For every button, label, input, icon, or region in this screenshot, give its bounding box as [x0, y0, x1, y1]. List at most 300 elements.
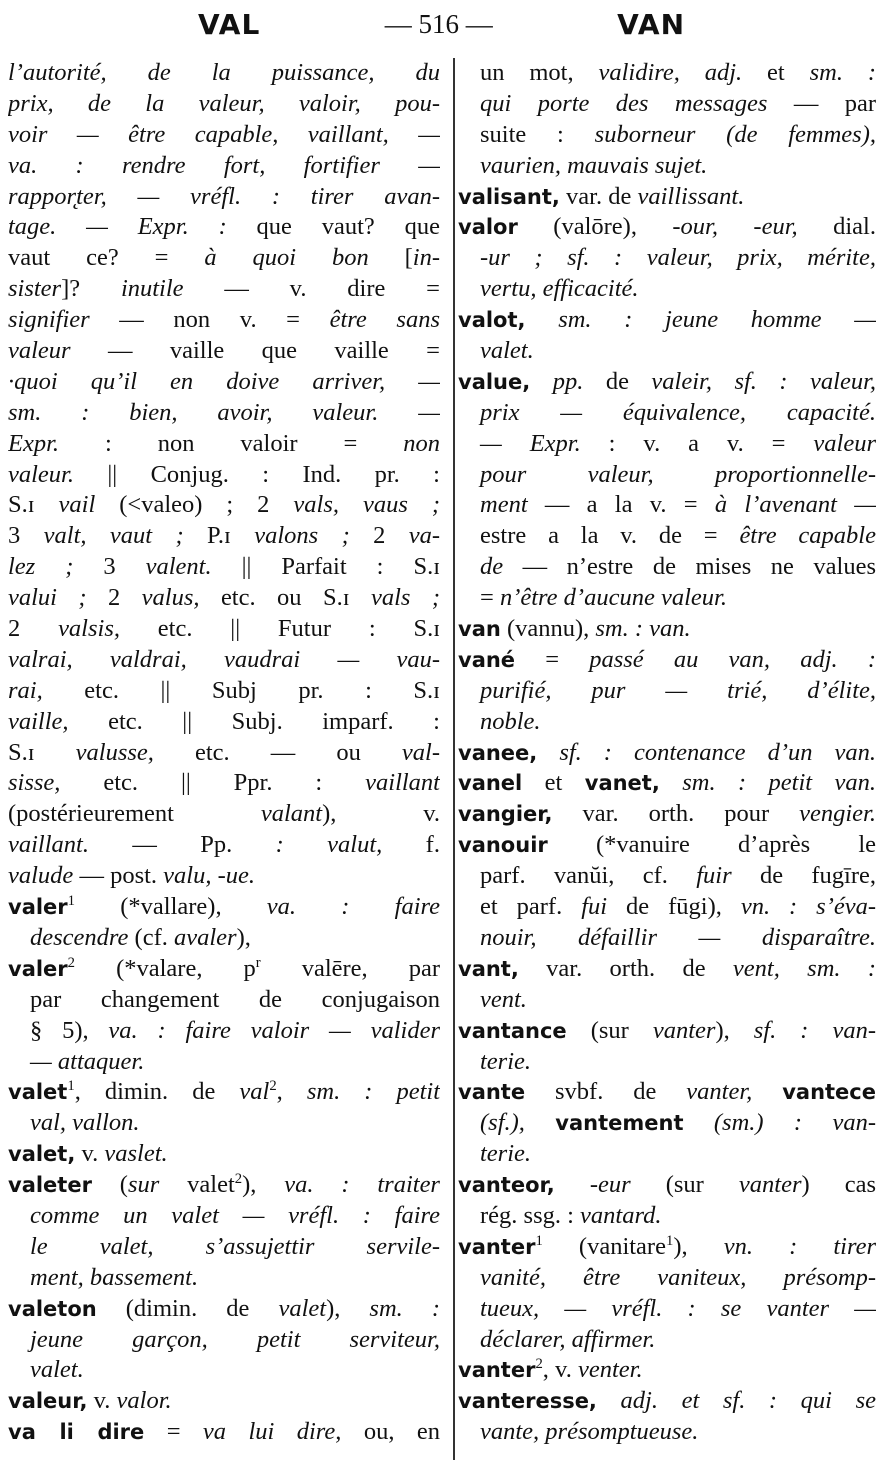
homonym-number: 2 — [269, 1078, 277, 1095]
text-run: = — [144, 1418, 203, 1446]
text-line — [8, 1016, 440, 1047]
text-run: et — [742, 59, 810, 86]
entry-headword: valet — [8, 1080, 68, 1105]
text-run: nouir, défaillir — disparaître. — [480, 923, 876, 951]
text-run — [597, 1387, 621, 1414]
text-run: val — [239, 1078, 270, 1106]
text-line — [8, 120, 440, 151]
text-line — [8, 954, 440, 985]
entry-headword: vantece — [782, 1080, 876, 1105]
text-run: vanter — [652, 1016, 716, 1044]
text-run: , dimin. de — [74, 1078, 240, 1106]
entry-headword: vané — [458, 647, 516, 672]
text-run: vals, vaus ; — [293, 491, 440, 519]
text-run: descendre — [30, 923, 129, 951]
text-run: vent, sm. : — [732, 954, 876, 982]
right-guide-word: VAN — [617, 7, 685, 41]
text-line — [8, 738, 440, 769]
entry-headword: valer — [8, 895, 68, 920]
text-run: pour valeur, proportionnelle- — [480, 460, 876, 488]
text-run: (*valare, p — [75, 954, 256, 982]
entry-headword: vanter — [458, 1358, 536, 1383]
text-run: sm. : petit — [306, 1078, 440, 1106]
text-line — [8, 336, 440, 367]
text-run: v. — [87, 1387, 117, 1415]
text-line — [8, 151, 440, 182]
text-run: val- — [401, 738, 440, 766]
text-run: vaurien, mauvais sujet. — [480, 151, 708, 179]
text-run: v. — [75, 1140, 105, 1168]
text-run: et parf. — [480, 893, 582, 921]
text-line — [458, 336, 876, 367]
text-run: sf. : contenance d’un van. — [559, 738, 876, 766]
text-run: etc. || Subj pr. : S.ɪ — [42, 676, 440, 704]
entry-headword: valet, — [8, 1142, 76, 1167]
text-run: va lui dire, — [202, 1418, 342, 1446]
text-run: ), — [242, 1171, 285, 1199]
entry-headword: vanouir — [458, 833, 548, 858]
text-line — [458, 521, 876, 552]
entry-headword: valisant, — [458, 184, 560, 209]
text-run: de fūgi), — [607, 893, 741, 921]
text-run: va- — [408, 522, 440, 550]
text-line — [8, 768, 440, 799]
text-run: (sf.), — [480, 1109, 525, 1137]
text-run: val, vallon. — [30, 1109, 140, 1137]
text-run: ), — [715, 1016, 754, 1044]
text-line — [8, 305, 440, 336]
text-run: || Parfait : S.ɪ — [211, 553, 440, 581]
homonym-number: 1 — [665, 1232, 674, 1249]
text-line — [458, 1016, 876, 1047]
text-run: sisse, — [8, 769, 61, 797]
text-line — [8, 1108, 440, 1139]
text-run: avaler — [174, 923, 237, 951]
entry-headword: valer — [8, 956, 68, 981]
text-run: svbf. de — [525, 1078, 687, 1106]
text-run: var. orth. de — [518, 954, 733, 982]
text-run: : non valoir = — [59, 429, 404, 457]
homonym-number: 2 — [535, 1356, 543, 1373]
text-run: sf. : van- — [753, 1016, 876, 1044]
text-run: lez ; — [8, 553, 74, 581]
text-run: va. : faire — [266, 893, 440, 921]
entry-headword: vanet, — [584, 771, 660, 796]
text-run: va. : traiter — [284, 1171, 440, 1199]
text-line — [458, 614, 876, 645]
text-run: in- — [412, 244, 440, 272]
text-line — [8, 645, 440, 676]
text-run: , v. — [542, 1356, 578, 1384]
text-line — [458, 1047, 876, 1078]
text-run: inutile — [120, 275, 184, 303]
text-run — [526, 306, 559, 333]
text-line — [458, 892, 876, 923]
text-line — [8, 985, 440, 1016]
homonym-number: 1 — [67, 1078, 75, 1095]
text-line — [8, 1417, 440, 1448]
entry-headword: vantement — [555, 1111, 684, 1136]
text-run: validire, adj. — [598, 59, 743, 86]
text-line — [458, 1108, 876, 1139]
text-run: fuir — [696, 862, 732, 890]
text-line — [8, 1386, 440, 1417]
text-line — [458, 182, 876, 213]
text-run: noble. — [480, 707, 541, 735]
text-run: -eur — [589, 1171, 631, 1199]
text-run: (sur — [630, 1171, 739, 1199]
text-line — [458, 367, 876, 398]
homonym-number: 1 — [67, 892, 76, 909]
text-run: valrai, valdrai, vaudrai — vau- — [8, 645, 440, 673]
text-run: à quoi bon — [204, 244, 405, 272]
text-run: le valet, s’assujettir servile- — [30, 1232, 440, 1260]
text-run — [530, 368, 552, 395]
text-run: valeur — [8, 337, 71, 365]
text-run: vaille, — [8, 707, 69, 735]
text-run: valet — [278, 1294, 327, 1322]
entry-headword: va li dire — [8, 1420, 145, 1445]
text-run: etc. — ou — [153, 738, 402, 766]
text-run: vals ; — [370, 584, 440, 612]
text-line — [8, 1355, 440, 1386]
text-line — [8, 182, 440, 213]
text-run: prix, de la valeur, valoir, pou- — [8, 89, 440, 117]
text-line — [458, 583, 876, 614]
text-line — [8, 1047, 440, 1078]
entry-headword: vant, — [458, 956, 519, 981]
text-line — [458, 707, 876, 738]
text-run: parf. vanŭi, cf. — [480, 862, 697, 890]
text-run: etc. ou S.ɪ — [199, 584, 371, 612]
text-line — [8, 923, 440, 954]
text-run: (*vallare), — [75, 893, 267, 921]
text-line — [458, 58, 876, 89]
text-run: = — [480, 584, 500, 612]
text-run: , — [276, 1078, 307, 1106]
text-run: — post. — [73, 862, 164, 890]
text-line — [8, 552, 440, 583]
text-line — [458, 923, 876, 954]
text-run: ]? — [61, 275, 121, 303]
text-run: sm. : jeune homme — — [558, 306, 876, 334]
text-run: S.ɪ — [8, 738, 76, 766]
text-run: voir — être capable, vaillant, — — [8, 120, 440, 148]
text-run: = — [515, 645, 590, 673]
text-run: f. — [382, 831, 440, 859]
text-run: (vanitare — [542, 1232, 666, 1260]
text-line — [458, 398, 876, 429]
text-run: valusse, — [75, 738, 154, 766]
text-run: valu, -ue. — [163, 862, 255, 890]
text-run: signifier — [8, 306, 90, 334]
text-run: etc. || Subj. imparf. : — [68, 707, 440, 735]
text-line — [458, 1294, 876, 1325]
text-run: Expr. — [8, 429, 60, 457]
text-run: etc. || Ppr. : — [60, 769, 366, 797]
entry-headword: valeton — [8, 1296, 97, 1321]
text-run: estre a la v. de = — [480, 522, 740, 550]
text-line — [458, 243, 876, 274]
text-run: ment, bassement. — [30, 1263, 199, 1291]
homonym-number: 1 — [535, 1232, 543, 1249]
text-run: va. : faire valoir — valider — [108, 1016, 440, 1044]
text-run: vent. — [480, 985, 527, 1013]
text-run — [752, 1078, 782, 1105]
text-line — [458, 954, 876, 985]
entry-headword: vanteor, — [458, 1173, 555, 1198]
text-line — [8, 460, 440, 491]
text-run: sister — [8, 275, 62, 303]
text-line — [458, 1139, 876, 1170]
text-run: valus, — [141, 584, 200, 612]
text-line — [8, 1139, 440, 1170]
text-run: valant — [260, 800, 323, 828]
text-run: 2 — [8, 615, 59, 643]
text-line — [458, 1201, 876, 1232]
text-run: vante, présomptueuse. — [480, 1418, 699, 1446]
text-run — [525, 1109, 555, 1136]
text-run: — non v. = — [89, 306, 330, 334]
text-run: (sm.) : van- — [713, 1109, 876, 1137]
text-line — [458, 305, 876, 336]
text-run: de — [583, 367, 652, 395]
text-run: sm. : — [369, 1294, 440, 1322]
text-line — [458, 738, 876, 769]
text-line — [8, 676, 440, 707]
text-line — [458, 1232, 876, 1263]
text-line — [8, 614, 440, 645]
text-line — [458, 1170, 876, 1201]
text-run: P.ɪ — [183, 522, 255, 550]
text-run: ou, en — [341, 1418, 440, 1446]
text-line — [458, 768, 876, 799]
text-line — [458, 1417, 876, 1448]
text-run: être capable — [739, 522, 876, 550]
text-run: prix — équivalence, capacité. — [480, 398, 876, 426]
text-run: vanter — [738, 1171, 802, 1199]
text-run: vaslet. — [104, 1140, 168, 1168]
column-divider — [453, 58, 455, 1460]
text-run — [537, 739, 559, 766]
text-run: (vannu), — [500, 615, 596, 643]
text-run: — Pp. — [88, 831, 276, 859]
text-run: (dimin. de — [96, 1294, 279, 1322]
text-line — [8, 89, 440, 120]
text-run: être sans — [329, 306, 440, 334]
entry-headword: vanter — [458, 1234, 536, 1259]
text-run: n’être d’aucune valeur. — [499, 584, 727, 612]
text-run: par changement de conjugaison — [30, 985, 440, 1013]
text-run: valsis, — [58, 615, 120, 643]
text-run: (valōre), — [517, 213, 673, 241]
text-run: valeir, sf. : valeur, — [651, 367, 876, 395]
text-run: vn. : tirer — [723, 1232, 876, 1260]
text-run: [ — [404, 244, 413, 272]
text-run: qui porte des messages — [480, 89, 768, 117]
text-run: vanter, — [686, 1078, 753, 1106]
text-line — [8, 1294, 440, 1325]
text-run: non — [403, 429, 440, 457]
text-line — [458, 151, 876, 182]
text-run: adj. et sf. : qui se — [620, 1387, 876, 1415]
text-run: sm. : petit van. — [682, 769, 876, 797]
text-line — [458, 460, 876, 491]
entry-headword: vanteresse, — [458, 1389, 597, 1414]
text-run: rég. ssg. : — [480, 1201, 581, 1229]
text-run: ), — [326, 1294, 370, 1322]
text-line — [8, 1201, 440, 1232]
right-column — [458, 58, 876, 1448]
text-run: sm. : van. — [595, 615, 691, 643]
text-run: déclarer, affirmer. — [480, 1325, 656, 1353]
text-line — [458, 1077, 876, 1108]
text-line — [458, 1386, 876, 1417]
text-run: pp. — [552, 367, 584, 395]
text-run — [555, 1171, 590, 1198]
text-run: vaut ce? = — [8, 244, 205, 272]
text-run: vaillant. — [8, 831, 89, 859]
text-run — [660, 769, 682, 796]
entry-headword: valor — [458, 215, 518, 240]
text-run: ), — [673, 1232, 724, 1260]
text-line — [458, 490, 876, 521]
text-run: ment — [480, 491, 528, 519]
text-run: jeune garçon, petit serviteur, — [30, 1325, 440, 1353]
text-run: valons ; — [254, 522, 350, 550]
page-number: — 516 — — [384, 8, 493, 39]
text-run: -our, -eur, — [672, 213, 798, 241]
text-line — [8, 490, 440, 521]
text-run: — par — [767, 89, 876, 117]
text-run: — Expr. — [480, 429, 581, 457]
text-run: va. : rendre fort, fortifier — — [8, 151, 440, 179]
text-line — [8, 243, 440, 274]
text-run: — attaquer. — [30, 1047, 145, 1075]
text-run: tage. — Expr. : — [8, 213, 257, 241]
text-line — [458, 429, 876, 460]
text-run: terie. — [480, 1140, 532, 1168]
text-line — [458, 676, 876, 707]
text-run: vanité, être vaniteux, présomp- — [480, 1263, 876, 1291]
text-run: vail — [58, 491, 96, 519]
text-run: || Conjug. : Ind. pr. : — [74, 460, 440, 488]
text-run: valui ; — [8, 584, 87, 612]
text-run: suite : — [480, 120, 595, 148]
text-run: 3 — [8, 522, 44, 550]
text-run: § 5), — [30, 1016, 109, 1044]
text-run: — n’estre de mises ne values — [503, 553, 876, 581]
text-line — [458, 89, 876, 120]
text-run: sur — [127, 1171, 160, 1199]
entry-headword: vantance — [458, 1018, 567, 1043]
text-line — [458, 1355, 876, 1386]
text-run: vengier. — [799, 800, 876, 828]
text-run: (*vanuire d’après le — [547, 831, 876, 859]
text-line — [458, 830, 876, 861]
homonym-number: 2 — [234, 1170, 243, 1187]
text-line — [8, 429, 440, 460]
text-run: sm. : — [809, 59, 876, 86]
text-run: vaillissant. — [637, 182, 745, 210]
text-run: vaillant — [365, 769, 440, 797]
text-line — [8, 367, 440, 398]
text-run: valent. — [145, 553, 212, 581]
text-run: : valut, — [275, 831, 383, 859]
text-line — [458, 1325, 876, 1356]
text-run: rai, — [8, 676, 43, 704]
text-line — [8, 212, 440, 243]
text-run: ), v. — [322, 800, 440, 828]
text-run: valeur — [813, 429, 876, 457]
text-run: valēre, par — [260, 954, 440, 982]
entry-headword: vanee, — [458, 740, 538, 765]
text-run: — a la v. = — [527, 491, 715, 519]
text-run: de — [480, 553, 504, 581]
text-run: à l’avenant — — [714, 491, 876, 519]
text-run: valt, vaut ; — [43, 522, 184, 550]
text-run: l’autorité, de la puissance, du — [8, 59, 440, 86]
text-run: valude — [8, 862, 74, 890]
entry-headword: vante — [458, 1080, 526, 1105]
text-line — [458, 799, 876, 830]
text-run: de fugīre, — [731, 862, 876, 890]
text-line — [8, 521, 440, 552]
entry-headword: value, — [458, 369, 531, 394]
text-line — [8, 1325, 440, 1356]
text-line — [8, 830, 440, 861]
text-run: valeur. — [8, 460, 74, 488]
text-run: ) cas — [801, 1171, 876, 1199]
homonym-number: r — [255, 954, 261, 971]
entry-headword: van — [458, 617, 501, 642]
text-run: dial. — [797, 213, 876, 241]
text-line — [458, 274, 876, 305]
text-line — [458, 1263, 876, 1294]
text-run: — vaille que vaille = — [70, 337, 440, 365]
text-line — [8, 1263, 440, 1294]
text-line — [8, 583, 440, 614]
text-line — [458, 552, 876, 583]
text-line — [8, 892, 440, 923]
entry-headword: valot, — [458, 308, 526, 333]
left-column — [8, 58, 440, 1448]
text-run: fui — [581, 893, 608, 921]
text-run: ( — [91, 1171, 128, 1199]
text-line — [458, 985, 876, 1016]
text-run: var. de — [559, 182, 638, 210]
text-run: (sur — [566, 1016, 653, 1044]
left-guide-word: VAL — [198, 7, 261, 41]
text-line — [8, 1170, 440, 1201]
text-run: 3 — [73, 553, 146, 581]
text-run: rappor̨ter, — vréfl. : tirer avan- — [8, 182, 440, 210]
text-run: passé au van, adj. : — [589, 645, 876, 673]
entry-headword: valeter — [8, 1173, 92, 1198]
text-line — [458, 645, 876, 676]
text-run: (cf. — [128, 923, 174, 951]
text-line — [8, 707, 440, 738]
text-line — [8, 861, 440, 892]
running-header — [0, 0, 885, 48]
text-run: comme un valet — vréfl. : faire — [30, 1201, 440, 1229]
text-run: vertu, efficacité. — [480, 275, 639, 303]
text-run: valet — [159, 1171, 235, 1199]
text-run: etc. || Futur : S.ɪ — [120, 615, 440, 643]
text-run: S.ɪ — [8, 491, 59, 519]
entry-headword: valeur, — [8, 1389, 88, 1414]
text-run: valet. — [480, 337, 534, 365]
